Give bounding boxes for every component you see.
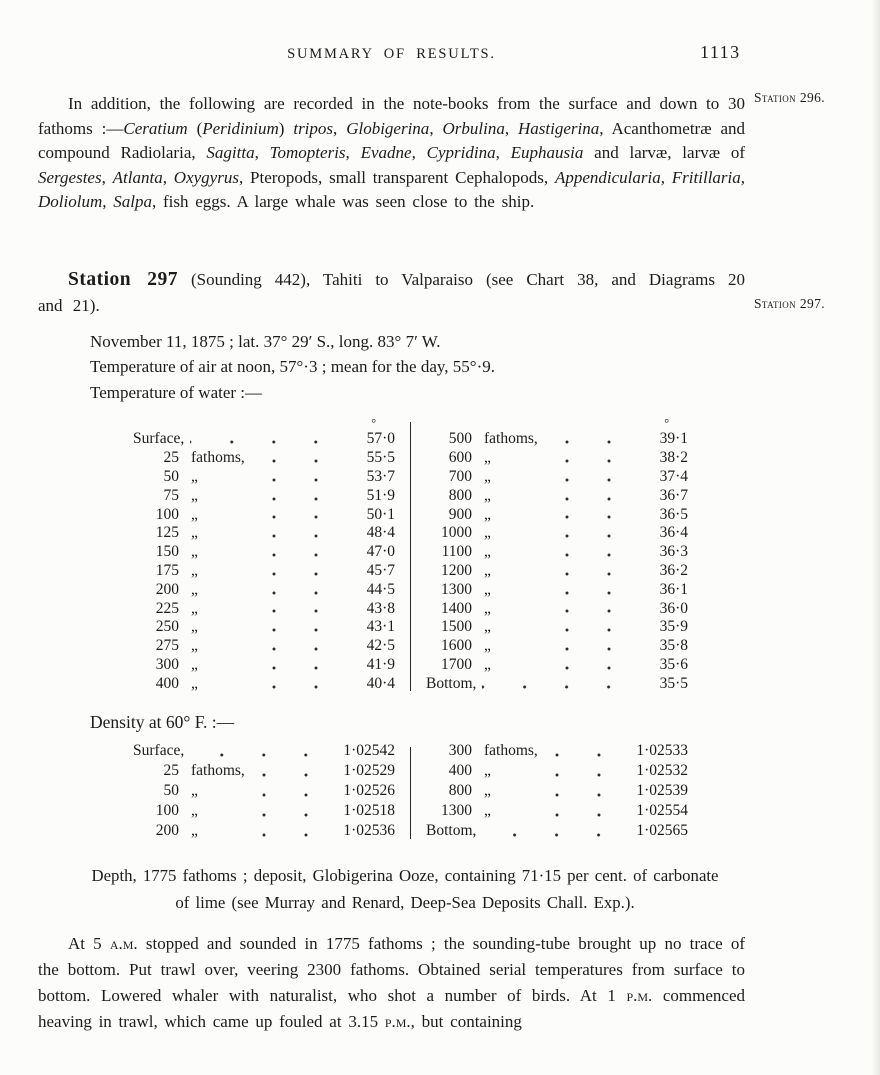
text-segment: Sagitta: [206, 143, 255, 163]
text-segment: ,: [254, 143, 270, 163]
temperature-value: 44·5: [366, 580, 395, 598]
table-row: [133, 656, 395, 675]
depth-unit: „: [191, 801, 198, 819]
column-divider: [410, 747, 411, 839]
temperature-rows-right: [426, 430, 688, 693]
dot-leader: [552, 762, 624, 782]
temperature-value: 45·7: [366, 562, 395, 580]
depth-label: 800: [448, 486, 472, 504]
dot-leader: [552, 543, 634, 562]
text-segment: Euphausia: [510, 143, 584, 163]
density-value: 1·02542: [343, 741, 395, 759]
depth-label: 200: [155, 580, 179, 598]
density-value: 1·02539: [636, 781, 688, 799]
dot-leader: [552, 449, 634, 468]
depth-label: 1200: [441, 562, 472, 580]
temperature-value: 36·3: [659, 543, 688, 561]
text-segment: Hastigerina: [518, 118, 600, 138]
text-segment: Doliolum: [38, 192, 103, 212]
depth-label: 400: [155, 674, 179, 692]
dot-leader: [259, 449, 341, 468]
table-row: [426, 822, 688, 842]
table-row: [133, 562, 395, 581]
depth-label: 1400: [441, 599, 472, 617]
dot-leader: [552, 430, 634, 449]
depth-unit: fathoms,: [484, 430, 538, 448]
text-segment: , Acanthometræ and compound Radiolaria,: [38, 118, 746, 163]
table-row: [133, 468, 395, 487]
table-row: [133, 742, 395, 762]
depth-unit: „: [191, 543, 198, 561]
text-segment: a.m.: [109, 933, 138, 953]
table-row: [426, 524, 688, 543]
temperature-value: 36·2: [659, 562, 688, 580]
text-segment: ,: [495, 143, 511, 163]
dot-leader: [259, 618, 341, 637]
text-segment: ,: [101, 167, 113, 187]
depth-label: 225: [155, 599, 179, 617]
text-segment: Evadne: [360, 143, 412, 163]
table-row: [426, 742, 688, 762]
text-segment: , fish eggs. A large whale was seen close to the ship.: [151, 192, 535, 212]
depth-unit: „: [191, 781, 198, 799]
depth-deposit-note: Depth, 1775 fathoms ; deposit, Globigerina Ooze, containing 71·15 per cent. of carbonate of lime (see Murray and Renard, Deep-Sea Deposits Chall. Exp.).: [91, 865, 719, 912]
dot-leader: [259, 581, 341, 600]
text-segment: ,: [660, 167, 672, 187]
density-rows-right: [426, 742, 688, 842]
depth-unit: „: [191, 505, 198, 523]
table-row: [133, 506, 395, 525]
paragraph-plankton-list: [38, 92, 745, 215]
table-row: [426, 618, 688, 637]
dot-leader: [552, 637, 634, 656]
density-value: 1·02565: [636, 821, 688, 839]
table-row: [426, 802, 688, 822]
margin-note-station-296: Station 296.: [754, 90, 826, 105]
density-table: [133, 742, 880, 842]
depth-label: 700: [448, 468, 472, 486]
depth-label: 900: [448, 505, 472, 523]
text-segment: Oxygyrus: [173, 167, 239, 187]
depth-unit: „: [484, 637, 491, 655]
dot-leader: [552, 524, 634, 543]
dot-leader: [552, 742, 624, 762]
depth-label: 25: [163, 761, 179, 779]
table-row: [426, 506, 688, 525]
depth-unit: „: [484, 801, 491, 819]
dot-leader: [552, 468, 634, 487]
page-number: 1113: [700, 42, 741, 62]
temperature-value: 36·7: [659, 486, 688, 504]
station-info-line: Temperature of water :—: [90, 382, 263, 402]
dot-leader: [482, 822, 624, 842]
dot-leader: [259, 822, 331, 842]
running-title: SUMMARY OF RESULTS.: [287, 46, 496, 62]
depth-label: 125: [155, 524, 179, 542]
dot-leader: [552, 656, 634, 675]
depth-unit: fathoms,: [191, 449, 245, 467]
density-value: 1·02526: [343, 781, 395, 799]
depth-unit: „: [191, 599, 198, 617]
temperature-value: 53·7: [366, 468, 395, 486]
depth-unit: „: [191, 618, 198, 636]
depth-label: 100: [155, 801, 179, 819]
table-row: [133, 581, 395, 600]
depth-label: 50: [163, 781, 179, 799]
temperature-value: 36·1: [659, 580, 688, 598]
text-segment: Atlanta: [112, 167, 163, 187]
depth-unit: „: [484, 505, 491, 523]
depth-label: 300: [155, 656, 179, 674]
text-segment: stopped and sounded in 1775 fathoms ; the sounding-tube brought up no trace of the bottom. Put trawl over, veering 2300 fathoms. Obtained serial temperatures from surface to bottom. Lowered whaler with naturalist, who shot a number of birds. At 1: [38, 933, 745, 1006]
table-row: [426, 468, 688, 487]
table-row: [426, 675, 688, 694]
dot-leader: [190, 430, 341, 449]
depth-label: 400: [448, 761, 472, 779]
table-row: [133, 675, 395, 694]
depth-label: 275: [155, 637, 179, 655]
depth-unit: fathoms,: [191, 761, 245, 779]
table-row: [133, 487, 395, 506]
dot-leader: [552, 506, 634, 525]
dot-leader: [552, 802, 624, 822]
dot-leader: [259, 802, 331, 822]
depth-label: 300: [448, 741, 472, 759]
temperature-value: 43·1: [366, 618, 395, 636]
depth-label: 1500: [441, 618, 472, 636]
dot-leader: [259, 675, 341, 694]
dot-leader: [259, 468, 341, 487]
station-297-heading: [38, 267, 745, 320]
depth-unit: „: [191, 468, 198, 486]
table-row: [133, 618, 395, 637]
depth-label: 1700: [441, 656, 472, 674]
temperature-value: 47·0: [366, 543, 395, 561]
text-segment: , Pteropods, small transparent Cephalopods,: [238, 167, 555, 187]
dot-leader: [552, 618, 634, 637]
table-row: [133, 600, 395, 619]
density-value: 1·02554: [636, 801, 688, 819]
page-header: [0, 0, 880, 70]
density-value: 1·02518: [343, 801, 395, 819]
temperature-value: 48·4: [366, 524, 395, 542]
table-row: [133, 543, 395, 562]
temperature-table-right-column: [426, 417, 688, 693]
depth-unit: „: [484, 543, 491, 561]
table-row: [426, 430, 688, 449]
text-segment: ,: [740, 167, 746, 187]
text-segment: Ceratium: [123, 118, 188, 138]
depth-label: 175: [155, 562, 179, 580]
depth-label: 1100: [441, 543, 472, 561]
depth-label: 1000: [441, 524, 472, 542]
depth-label: 150: [155, 543, 179, 561]
temperature-value: 38·2: [659, 449, 688, 467]
density-value: 1·02529: [343, 761, 395, 779]
text-segment: ,: [411, 143, 427, 163]
table-row: [426, 762, 688, 782]
depth-unit: „: [484, 656, 491, 674]
density-value: 1·02533: [636, 741, 688, 759]
depth-label: 25: [163, 449, 179, 467]
text-segment: Cypridina: [426, 143, 496, 163]
temperature-value: 35·6: [659, 656, 688, 674]
table-row: [426, 449, 688, 468]
text-segment: ,: [333, 118, 347, 138]
dot-leader: [259, 782, 331, 802]
depth-label: 800: [448, 781, 472, 799]
text-segment: , but containing: [410, 1012, 522, 1032]
depth-unit: „: [484, 580, 491, 598]
depth-unit: „: [484, 449, 491, 467]
depth-unit: „: [191, 656, 198, 674]
text-segment: p.m.: [384, 1012, 411, 1032]
depth-unit: „: [191, 637, 198, 655]
dot-leader: [552, 600, 634, 619]
temperature-value: 36·0: [659, 599, 688, 617]
temperature-value: 40·4: [366, 674, 395, 692]
heading-segment: (Sounding 442), Tahiti to Valparaiso (see Chart 38, and Diagrams 20 and 21).: [38, 269, 745, 316]
temperature-value: 37·4: [659, 468, 688, 486]
depth-label: 1300: [441, 580, 472, 598]
temperature-value: 36·5: [659, 505, 688, 523]
depth-unit: „: [484, 468, 491, 486]
text-segment: ,: [162, 167, 174, 187]
table-row: [133, 430, 395, 449]
density-heading: Density at 60° F. :—: [90, 711, 235, 732]
text-segment: Peridinium: [202, 118, 279, 138]
temperature-value: 43·8: [366, 599, 395, 617]
depth-unit: fathoms,: [484, 741, 538, 759]
dot-leader: [259, 762, 331, 782]
degree-mark: °: [371, 416, 376, 431]
dot-leader: [259, 543, 341, 562]
column-divider: [410, 422, 411, 690]
temperature-value: 35·8: [659, 637, 688, 655]
text-segment: Fritillaria: [671, 167, 741, 187]
depth-unit: „: [484, 599, 491, 617]
table-row: [426, 782, 688, 802]
depth-label: 250: [155, 618, 179, 636]
text-segment: Salpa: [113, 192, 152, 212]
depth-unit: „: [191, 821, 198, 839]
temperature-rows-left: [133, 430, 395, 693]
text-segment: ,: [102, 192, 114, 212]
depth-label: 1300: [441, 801, 472, 819]
dot-leader: [259, 487, 341, 506]
depth-unit: „: [191, 674, 198, 692]
table-row: [426, 487, 688, 506]
text-segment: At 5: [68, 933, 110, 953]
margin-note-station-297: Station 297.: [754, 296, 826, 311]
station-info-line: November 11, 1875 ; lat. 37° 29′ S., long. 83° 7′ W.: [90, 331, 441, 351]
station-info-line: Temperature of air at noon, 57°·3 ; mean for the day, 55°·9.: [90, 357, 495, 377]
depth-unit: „: [191, 580, 198, 598]
degree-mark: °: [664, 416, 669, 431]
temperature-value: 39·1: [659, 430, 688, 448]
water-temperature-table: [133, 417, 880, 693]
text-segment: ,: [429, 118, 443, 138]
table-row: [133, 822, 395, 842]
dot-leader: [552, 581, 634, 600]
depth-label: 200: [155, 821, 179, 839]
temperature-value: 55·5: [366, 449, 395, 467]
table-row: [133, 637, 395, 656]
table-row: [426, 656, 688, 675]
text-segment: In addition, the following are recorded in the note-books from the surface and down to 30 fathoms :—: [38, 94, 745, 138]
dot-leader: [259, 524, 341, 543]
depth-unit: „: [484, 781, 491, 799]
table-row: [426, 581, 688, 600]
temperature-value: 50·1: [366, 505, 395, 523]
dot-leader: [259, 600, 341, 619]
temperature-value: 42·5: [366, 637, 395, 655]
depth-label: Bottom,: [426, 674, 477, 692]
depth-unit: „: [484, 618, 491, 636]
text-segment: commenced heaving in trawl, which came up fouled at 3.15: [38, 986, 745, 1032]
paragraph-sounding-log: [38, 931, 745, 1036]
temperature-value: 35·9: [659, 618, 688, 636]
dot-leader: [259, 506, 341, 525]
station-info-lines: [90, 329, 880, 406]
depth-label: Surface,: [133, 741, 185, 759]
depth-label: 100: [155, 505, 179, 523]
depth-unit: „: [484, 486, 491, 504]
heading-segment: Station 297: [68, 268, 178, 290]
table-row: [133, 802, 395, 822]
dot-leader: [552, 562, 634, 581]
text-segment: and larvæ, larvæ of: [583, 143, 746, 163]
text-segment: (: [187, 118, 203, 138]
depth-unit: „: [191, 486, 198, 504]
text-segment: ,: [504, 118, 518, 138]
depth-unit: „: [191, 562, 198, 580]
table-row: [133, 782, 395, 802]
temperature-value: 57·0: [366, 430, 395, 448]
text-segment: Appendicularia: [554, 167, 661, 187]
text-segment: Sergestes: [38, 167, 102, 187]
dot-leader: [259, 656, 341, 675]
dot-leader: [482, 675, 634, 694]
temperature-value: 36·4: [659, 524, 688, 542]
depth-unit: „: [484, 761, 491, 779]
depth-label: 50: [163, 468, 179, 486]
table-row: [426, 600, 688, 619]
dot-leader: [552, 487, 634, 506]
text-segment: tripos: [293, 118, 334, 138]
density-rows-left: [133, 742, 395, 842]
text-segment: ): [278, 118, 294, 138]
dot-leader: [190, 742, 331, 762]
text-segment: Orbulina: [442, 118, 505, 138]
temperature-value: 35·5: [659, 674, 688, 692]
table-row: [133, 449, 395, 468]
dot-leader: [259, 562, 341, 581]
depth-label: 75: [163, 486, 179, 504]
dot-leader: [259, 637, 341, 656]
depth-label: 1600: [441, 637, 472, 655]
depth-label: 500: [448, 430, 472, 448]
depth-label: Bottom,: [426, 821, 477, 839]
density-value: 1·02532: [636, 761, 688, 779]
temperature-value: 51·9: [366, 486, 395, 504]
table-row: [426, 562, 688, 581]
depth-label: 600: [448, 449, 472, 467]
depth-unit: „: [191, 524, 198, 542]
table-row: [426, 543, 688, 562]
density-table-left-column: [133, 742, 395, 842]
text-segment: p.m.: [626, 986, 653, 1006]
text-segment: ,: [345, 143, 361, 163]
density-table-right-column: [426, 742, 688, 842]
text-segment: Tomopteris: [269, 143, 346, 163]
temperature-value: 41·9: [366, 656, 395, 674]
table-row: [133, 524, 395, 543]
depth-unit: „: [484, 562, 491, 580]
table-row: [426, 637, 688, 656]
depth-label: Surface,: [133, 430, 185, 448]
density-value: 1·02536: [343, 821, 395, 839]
temperature-table-left-column: [133, 417, 395, 693]
depth-unit: „: [484, 524, 491, 542]
text-segment: Globigerina: [346, 118, 430, 138]
table-row: [133, 762, 395, 782]
dot-leader: [552, 782, 624, 802]
